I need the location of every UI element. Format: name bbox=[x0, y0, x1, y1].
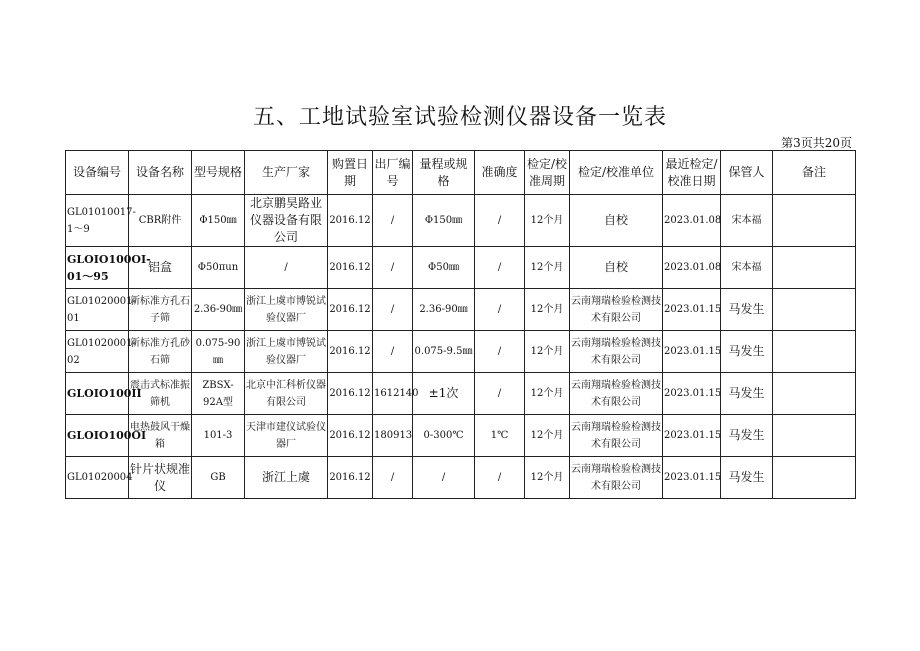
cell-remarks bbox=[773, 289, 856, 331]
cell-model: Φ50πun bbox=[192, 247, 245, 289]
table-row bbox=[66, 195, 856, 247]
header-cell: 型号规格 bbox=[192, 151, 245, 195]
table-row bbox=[66, 373, 856, 415]
cell-manufacturer: 浙江上虞 bbox=[245, 457, 328, 499]
cell-last-calibration: 2023.01.15 bbox=[663, 331, 721, 373]
cell-equipment-name: 新标准方孔砂石筛 bbox=[129, 331, 192, 373]
cell-accuracy: / bbox=[475, 247, 525, 289]
cell-remarks bbox=[773, 195, 856, 247]
cell-cycle: 12个月 bbox=[525, 247, 570, 289]
cell-serial-no: 180913 bbox=[373, 415, 413, 457]
header-cell: 量程或规格 bbox=[413, 151, 475, 195]
cell-calibration-unit: 云南翔瑞检验检测技术有限公司 bbox=[570, 373, 663, 415]
cell-equipment-name: CBR附件 bbox=[129, 195, 192, 247]
header-cell: 检定/校准单位 bbox=[570, 151, 663, 195]
cell-remarks bbox=[773, 373, 856, 415]
cell-serial-no: / bbox=[373, 247, 413, 289]
page-number: 第3页共20页 bbox=[781, 136, 852, 150]
cell-equipment-name: 铝盒 bbox=[129, 247, 192, 289]
cell-equipment-id: GLOIO100OI bbox=[66, 415, 129, 457]
cell-calibration-unit: 云南翔瑞检验检测技术有限公司 bbox=[570, 415, 663, 457]
cell-last-calibration: 2023.01.08 bbox=[663, 247, 721, 289]
cell-accuracy: 1℃ bbox=[475, 415, 525, 457]
cell-accuracy: / bbox=[475, 373, 525, 415]
cell-range: 2.36-90㎜ bbox=[413, 289, 475, 331]
cell-purchase-date: 2016.12 bbox=[328, 331, 373, 373]
cell-remarks bbox=[773, 457, 856, 499]
header-cell: 设备编号 bbox=[66, 151, 129, 195]
cell-equipment-id: GLOIO100II bbox=[66, 373, 129, 415]
cell-equipment-name: 新标准方孔石子筛 bbox=[129, 289, 192, 331]
cell-manufacturer: 浙江上虞市博锐试验仪器厂 bbox=[245, 331, 328, 373]
cell-model: 101-3 bbox=[192, 415, 245, 457]
cell-calibration-unit: 自校 bbox=[570, 195, 663, 247]
cell-equipment-name: 震击式标准振筛机 bbox=[129, 373, 192, 415]
header-cell: 购置日期 bbox=[328, 151, 373, 195]
cell-keeper: 宋本福 bbox=[721, 195, 773, 247]
cell-range: 0-300℃ bbox=[413, 415, 475, 457]
cell-last-calibration: 2023.01.15 bbox=[663, 373, 721, 415]
cell-purchase-date: 2016.12 bbox=[328, 415, 373, 457]
cell-cycle: 12个月 bbox=[525, 195, 570, 247]
header-cell: 备注 bbox=[773, 151, 856, 195]
header-cell: 设备名称 bbox=[129, 151, 192, 195]
table-row bbox=[66, 247, 856, 289]
cell-serial-no: / bbox=[373, 331, 413, 373]
header-cell: 出厂编号 bbox=[373, 151, 413, 195]
table-header-row bbox=[66, 151, 856, 195]
cell-keeper: 宋本福 bbox=[721, 247, 773, 289]
cell-equipment-id: GL01010017-1～9 bbox=[66, 195, 129, 247]
cell-model: ZBSX-92A型 bbox=[192, 373, 245, 415]
cell-range: 0.075-9.5㎜ bbox=[413, 331, 475, 373]
cell-range: Φ50㎜ bbox=[413, 247, 475, 289]
cell-accuracy: / bbox=[475, 195, 525, 247]
cell-manufacturer: 北京中汇科析仪器有限公司 bbox=[245, 373, 328, 415]
cell-last-calibration: 2023.01.15 bbox=[663, 289, 721, 331]
cell-accuracy: / bbox=[475, 457, 525, 499]
cell-purchase-date: 2016.12 bbox=[328, 247, 373, 289]
cell-accuracy: / bbox=[475, 331, 525, 373]
cell-equipment-id: GLOIO100OI-01～95 bbox=[66, 247, 129, 289]
cell-keeper: 马发生 bbox=[721, 331, 773, 373]
cell-remarks bbox=[773, 415, 856, 457]
cell-purchase-date: 2016.12 bbox=[328, 373, 373, 415]
cell-calibration-unit: 自校 bbox=[570, 247, 663, 289]
cell-serial-no: / bbox=[373, 457, 413, 499]
cell-cycle: 12个月 bbox=[525, 331, 570, 373]
cell-purchase-date: 2016.12 bbox=[328, 289, 373, 331]
header-cell: 准确度 bbox=[475, 151, 525, 195]
cell-equipment-name: 电热鼓风干燥箱 bbox=[129, 415, 192, 457]
cell-calibration-unit: 云南翔瑞检验检测技术有限公司 bbox=[570, 331, 663, 373]
cell-keeper: 马发生 bbox=[721, 415, 773, 457]
cell-model: Φ150㎜ bbox=[192, 195, 245, 247]
cell-manufacturer: 浙江上虞市博锐试验仪器厂 bbox=[245, 289, 328, 331]
cell-manufacturer: 北京鹏昊路业仪器设备有限公司 bbox=[245, 195, 328, 247]
cell-serial-no: / bbox=[373, 289, 413, 331]
cell-range: Φ150㎜ bbox=[413, 195, 475, 247]
cell-purchase-date: 2016.12 bbox=[328, 457, 373, 499]
cell-range: / bbox=[413, 457, 475, 499]
header-cell: 最近检定/校准日期 bbox=[663, 151, 721, 195]
cell-equipment-id: GL01020001-01 bbox=[66, 289, 129, 331]
table-row bbox=[66, 457, 856, 499]
cell-model: 0.075-90㎜ bbox=[192, 331, 245, 373]
table-row bbox=[66, 331, 856, 373]
cell-serial-no: 1612140 bbox=[373, 373, 413, 415]
cell-manufacturer: / bbox=[245, 247, 328, 289]
cell-cycle: 12个月 bbox=[525, 373, 570, 415]
cell-keeper: 马发生 bbox=[721, 373, 773, 415]
cell-equipment-id: GL01020001-02 bbox=[66, 331, 129, 373]
header-cell: 生产厂家 bbox=[245, 151, 328, 195]
cell-cycle: 12个月 bbox=[525, 415, 570, 457]
cell-range: ±1次 bbox=[413, 373, 475, 415]
cell-last-calibration: 2023.01.15 bbox=[663, 415, 721, 457]
cell-manufacturer: 天津市建仪试验仪器厂 bbox=[245, 415, 328, 457]
cell-calibration-unit: 云南翔瑞检验检测技术有限公司 bbox=[570, 457, 663, 499]
cell-serial-no: / bbox=[373, 195, 413, 247]
header-cell: 保管人 bbox=[721, 151, 773, 195]
cell-cycle: 12个月 bbox=[525, 289, 570, 331]
cell-remarks bbox=[773, 247, 856, 289]
cell-last-calibration: 2023.01.15 bbox=[663, 457, 721, 499]
table-row bbox=[66, 289, 856, 331]
cell-keeper: 马发生 bbox=[721, 289, 773, 331]
cell-remarks bbox=[773, 331, 856, 373]
cell-model: 2.36-90㎜ bbox=[192, 289, 245, 331]
cell-equipment-name: 针片状规准仪 bbox=[129, 457, 192, 499]
cell-keeper: 马发生 bbox=[721, 457, 773, 499]
cell-calibration-unit: 云南翔瑞检验检测技术有限公司 bbox=[570, 289, 663, 331]
cell-model: GB bbox=[192, 457, 245, 499]
cell-equipment-id: GL01020004 bbox=[66, 457, 129, 499]
cell-purchase-date: 2016.12 bbox=[328, 195, 373, 247]
cell-accuracy: / bbox=[475, 289, 525, 331]
cell-last-calibration: 2023.01.08 bbox=[663, 195, 721, 247]
cell-cycle: 12个月 bbox=[525, 457, 570, 499]
table-row bbox=[66, 415, 856, 457]
page-title: 五、工地试验室试验检测仪器设备一览表 bbox=[252, 105, 667, 130]
equipment-table bbox=[65, 150, 856, 499]
header-cell: 检定/校准周期 bbox=[525, 151, 570, 195]
